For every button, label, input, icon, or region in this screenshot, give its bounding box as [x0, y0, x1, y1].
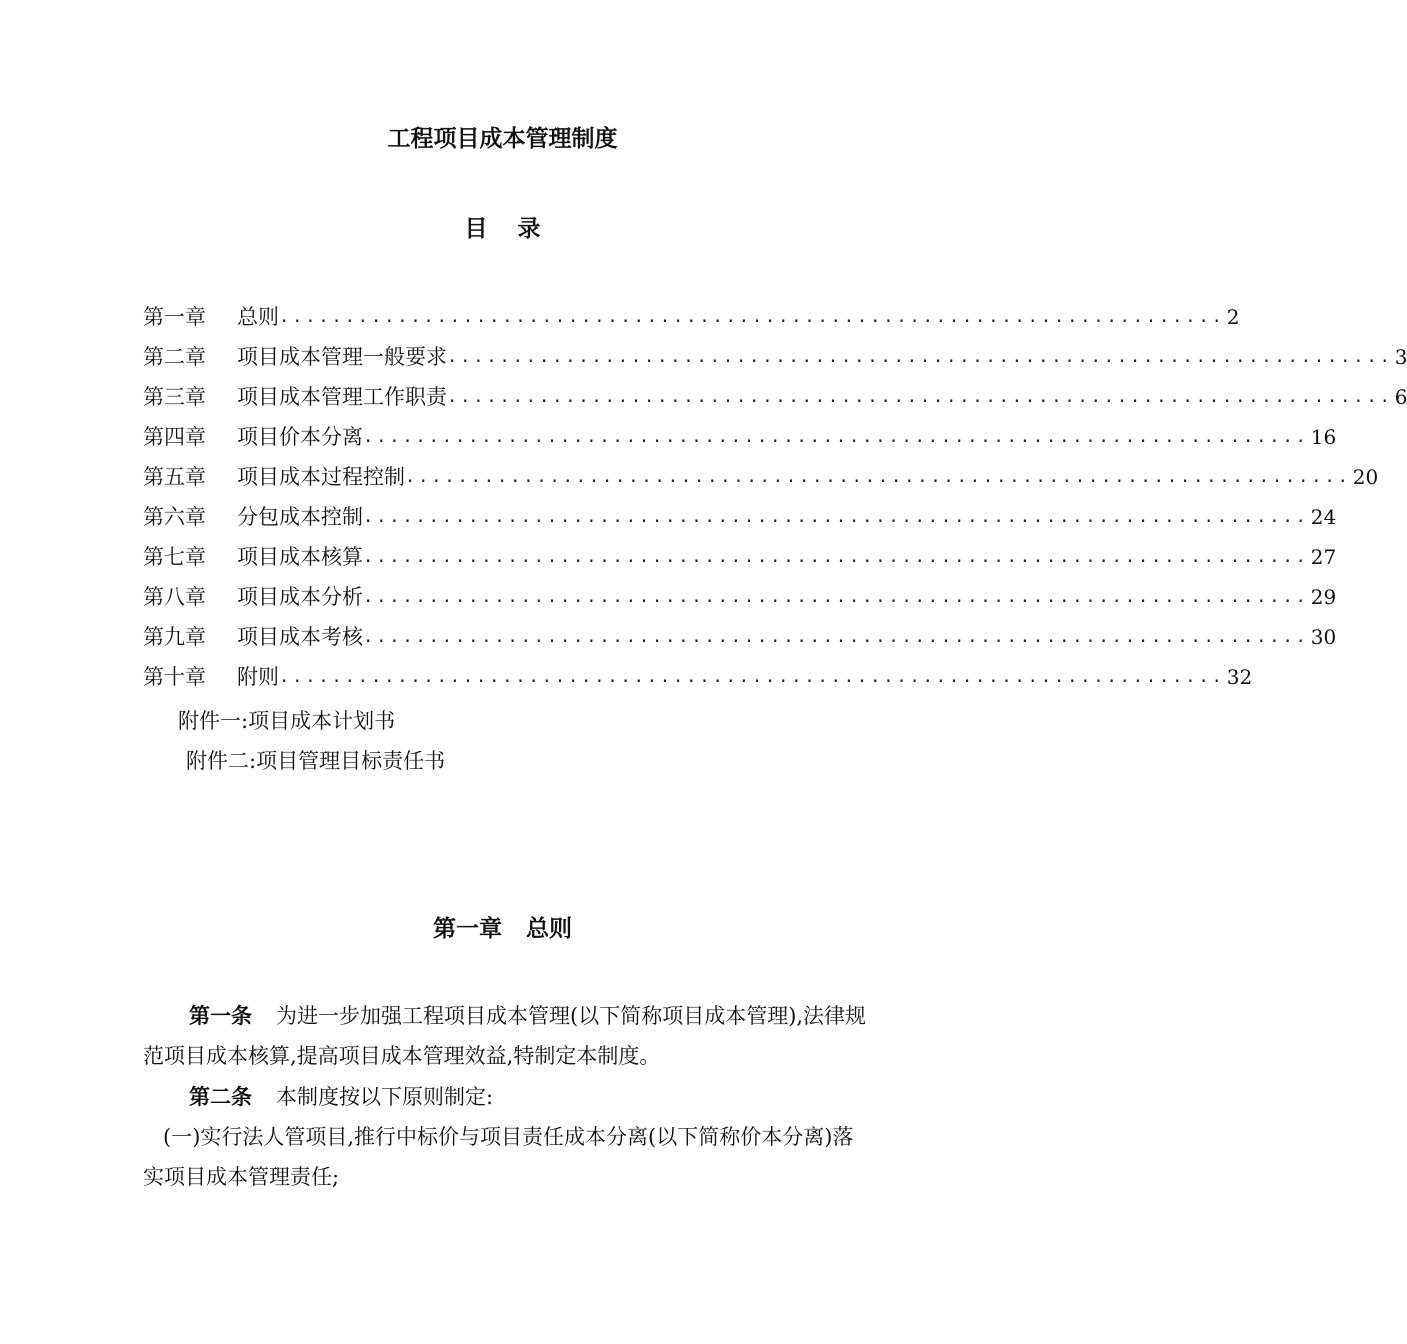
- toc-chapter-number: 第二章: [143, 345, 206, 369]
- toc-chapter-number: 第八章: [143, 585, 206, 609]
- clause-1-paragraph: (一)实行法人管项目,推行中标价与项目责任成本分离(以下简称价本分离)落实项目成本管理责任;: [143, 1125, 854, 1189]
- article-text: 为进一步加强工程项目成本管理(以下简称项目成本管理),法律规范项目成本核算,提高项目成本管理效益,特制定本制度。: [143, 1004, 867, 1068]
- toc-page-number: 29: [1310, 585, 1337, 609]
- toc-page-number: 16: [1310, 425, 1337, 449]
- toc-chapter-title: 项目成本分析: [237, 585, 363, 609]
- toc-dot-leader: ........................................................................: [279, 307, 1225, 327]
- chapter-number: 第一章: [433, 915, 502, 942]
- toc-chapter-number: 第七章: [143, 545, 206, 569]
- article-2-paragraph: [143, 1077, 873, 1117]
- toc-entry[interactable]: [143, 460, 1379, 500]
- article-label: 第一条: [189, 1003, 252, 1028]
- toc-dot-leader: ........................................................................: [363, 627, 1309, 647]
- toc-entry[interactable]: [143, 620, 1337, 660]
- table-of-contents: [143, 300, 1407, 700]
- toc-entry[interactable]: [143, 420, 1337, 460]
- toc-chapter-number: 第十章: [143, 665, 206, 689]
- toc-chapter-number: 第一章: [143, 305, 206, 329]
- toc-chapter-number: 第五章: [143, 465, 206, 489]
- toc-chapter-title: 分包成本控制: [237, 505, 363, 529]
- toc-chapter-title: 总则: [237, 305, 279, 329]
- toc-heading-left: 目: [464, 215, 488, 242]
- toc-dot-leader: ........................................................................: [405, 467, 1351, 487]
- chapter-heading: [0, 910, 1005, 943]
- toc-chapter-title: 项目成本核算: [237, 545, 363, 569]
- toc-entry[interactable]: [143, 500, 1337, 540]
- toc-dot-leader: ........................................................................: [447, 387, 1393, 407]
- toc-chapter-number: 第九章: [143, 625, 206, 649]
- toc-dot-leader: ........................................................................: [447, 347, 1393, 367]
- toc-chapter-title: 附则: [237, 665, 279, 689]
- attachment-1[interactable]: 附件一:项目成本计划书: [178, 709, 396, 733]
- toc-heading-right: 录: [517, 215, 541, 242]
- toc-chapter-title: 项目价本分离: [237, 425, 363, 449]
- toc-page-number: 27: [1310, 545, 1337, 569]
- toc-entry[interactable]: [143, 300, 1240, 340]
- toc-page-number: 30: [1310, 625, 1337, 649]
- toc-entry[interactable]: [143, 340, 1407, 380]
- toc-dot-leader: ........................................................................: [363, 587, 1309, 607]
- toc-heading: [0, 210, 1005, 243]
- toc-chapter-title: 项目成本管理工作职责: [237, 385, 447, 409]
- toc-chapter-number: 第四章: [143, 425, 206, 449]
- toc-page-number: 20: [1352, 465, 1379, 489]
- toc-dot-leader: ........................................................................: [363, 507, 1309, 527]
- toc-chapter-number: 第三章: [143, 385, 206, 409]
- toc-dot-leader: ........................................................................: [363, 547, 1309, 567]
- toc-page-number: 3: [1394, 345, 1407, 369]
- toc-page-number: 2: [1226, 305, 1240, 329]
- article-text: 本制度按以下原则制定:: [276, 1085, 494, 1109]
- toc-chapter-number: 第六章: [143, 505, 206, 529]
- toc-page-number: 6: [1394, 385, 1407, 409]
- article-1-paragraph: [143, 996, 873, 1076]
- toc-entry[interactable]: [143, 540, 1337, 580]
- article-label: 第二条: [189, 1084, 252, 1109]
- document-title: 工程项目成本管理制度: [387, 125, 618, 152]
- attachment-2[interactable]: 附件二:项目管理目标责任书: [186, 749, 446, 773]
- toc-chapter-title: 项目成本考核: [237, 625, 363, 649]
- toc-dot-leader: ........................................................................: [363, 427, 1309, 447]
- toc-entry[interactable]: [143, 380, 1407, 420]
- toc-page-number: 32: [1226, 665, 1253, 689]
- toc-chapter-title: 项目成本过程控制: [237, 465, 405, 489]
- toc-entry[interactable]: [143, 580, 1337, 620]
- toc-chapter-title: 项目成本管理一般要求: [237, 345, 447, 369]
- chapter-title: 总则: [526, 915, 572, 942]
- toc-dot-leader: ........................................................................: [279, 667, 1225, 687]
- toc-page-number: 24: [1310, 505, 1337, 529]
- toc-entry[interactable]: [143, 660, 1253, 700]
